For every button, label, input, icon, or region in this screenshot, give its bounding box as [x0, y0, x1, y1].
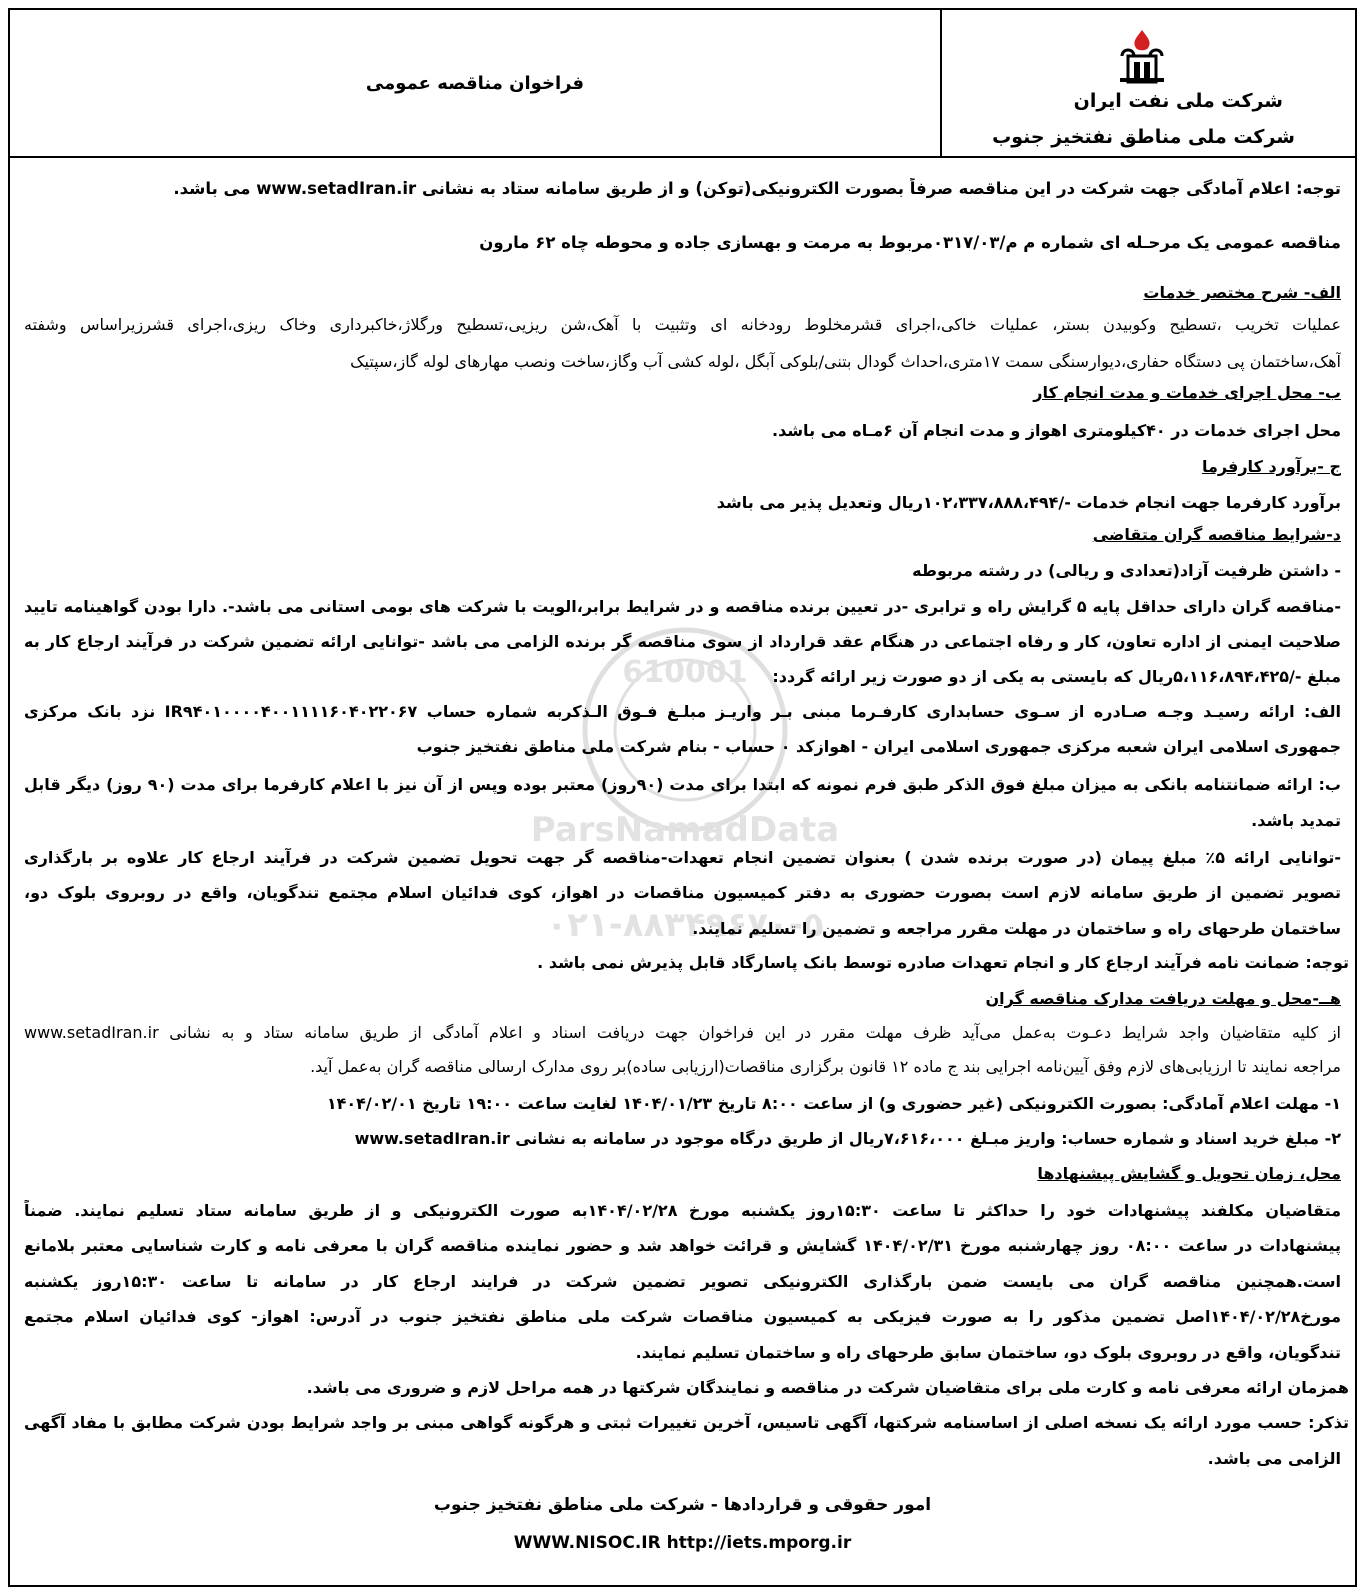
section-d-item-1: - داشتن ظرفیت آزاد(تعدادی و ریالی) در رشته مربوطه: [912, 561, 1341, 580]
section-d-item-3-line-1: -توانایی ارائه ۵٪ مبلغ پیمان (در صورت برنده شدن ) بعنوان تضمین انجام تعهدات-مناقصه گر جهت تحویل تضمین شرکت در فرآیند ارجاع کار علاوه بر بارگذاری: [24, 848, 1341, 867]
company-block: [940, 10, 1355, 156]
section-a-heading: الف- شرح مختصر خدمات: [1143, 283, 1341, 302]
section-h-heading: هــ-محل و مهلت دریافت مدارک مناقصه گران: [985, 989, 1341, 1008]
section-d-item-2-line-2: صلاحیت ایمنی از اداره تعاون، کار و رفاه اجتماعی در هنگام عقد قرارداد از سوی مناقصه گر برنده الزامی می باشد -توانایی ارائه تضمین شرکت در فرآیند ارجاع کار به: [24, 632, 1341, 651]
delivery-line-5: تندگویان، واقع در روبروی بلوک دو، ساختمان سابق طرحهای راه و ساختمان تسلیم نمایند.: [635, 1343, 1341, 1362]
section-b-text: محل اجرای خدمات در ۴۰کیلومتری اهواز و مدت انجام آن ۶مـاه می باشد.: [772, 421, 1341, 440]
option-be-line-1: ب: ارائه ضمانتنامه بانکی به میزان مبلغ فوق الذکر طبق فرم نمونه که ابتدا برای مدت (۹۰روز) معتبر بوده وپس از آن نیز با اعلام کارفرما برای مدت (۹۰ روز) دیگر قابل: [24, 775, 1341, 794]
delivery-line-8: الزامی می باشد.: [1207, 1449, 1341, 1468]
option-alef-line-1: الف: ارائه رسیـد وجـه صـادره از سـوی حسابداری کارفـرما مبنی بـر واریـز مبلـغ فـوق الـذکربه شماره حساب IR۹۴۰۱۰۰۰۰۴۰۰۱۱۱۱۶۰۴۰۲۲۰۶۷ نزد بانک مرکزی: [24, 702, 1341, 721]
company-name-nisoc: شرکت ملی مناطق نفتخیز جنوب: [992, 126, 1295, 148]
tender-notice-page: [8, 8, 1357, 1587]
section-d-item-3-line-3: ساختمان طرحهای راه و ساختمان در مهلت مقرر مراجعه و تضمین را تسلیم نمایند.: [692, 919, 1341, 938]
section-h-item-2: ۲- مبلغ خرید اسناد و شماره حساب: واریز مبـلغ ۷،۶۱۶،۰۰۰ریال از طریق درگاه موجود در سامانه به نشانی www.setadIran.ir: [354, 1129, 1341, 1148]
delivery-line-3: است.همچنین مناقصه گران می بایست ضمن بارگذاری الکترونیکی تصویر تضمین شرکت در فرایند ارجاع کار در سامانه تا ساعت ۱۵:۳۰روز یکشنبه: [24, 1272, 1341, 1291]
company-name-nioc: شرکت ملی نفت ایران: [1073, 90, 1283, 112]
delivery-line-7: تذکر: حسب مورد ارائه یک نسخه اصلی از اساسنامه شرکتها، آگهی تاسیس، آخرین تغییرات ثبتی و هرگونه گواهی مبنی بر واجد شرایط بودن شرکت مطابق با مفاد آگهی: [24, 1413, 1349, 1432]
section-h-item-1: ۱- مهلت اعلام آمادگی: بصورت الکترونیکی (غیر حضوری و) از ساعت ۸:۰۰ تاریخ ۱۴۰۴/۰۱/۲۳ لغایت ساعت ۱۹:۰۰ تاریخ ۱۴۰۴/۰۲/۰۱: [326, 1094, 1341, 1113]
delivery-line-1: متقاضیان مکلفند پیشنهادات خود را حداکثر تا ساعت ۱۵:۳۰روز یکشنبه مورخ ۱۴۰۴/۰۲/۲۸به صورت الکترونیکی و از طریق سامانه ستاد تسلیم نمایند. ضمناً: [24, 1201, 1341, 1220]
delivery-heading: محل، زمان تحویل و گشایش پیشنهادها: [1037, 1164, 1341, 1183]
option-alef-line-2: جمهوری اسلامی ایران شعبه مرکزی جمهوری اسلامی ایران - اهوازکد ۰ حساب - بنام شرکت ملی مناطق نفتخیز جنوب: [416, 737, 1341, 756]
section-a-text-2: آهک،ساختمان پی دستگاه حفاری،دیوارسنگی سمت ۱۷متری،احداث گودال بتنی/بلوکی آبگل ،لوله کشی آب وگاز،ساخت ونصب مهارهای لوله گاز،سپتیک: [350, 352, 1341, 371]
delivery-line-4: مورخ۱۴۰۴/۰۲/۲۸اصل تضمین مذکور را به صورت فیزیکی به کمیسیون مناقصات شرکت ملی مناطق نفتخیز جنوب در آدرس: اهواز- کوی فدائیان اسلام مجتمع: [24, 1307, 1341, 1326]
footer-dept: امور حقوقی و قراردادها - شرکت ملی مناطق نفتخیز جنوب: [433, 1495, 932, 1515]
watermark-brand: ParsNamadData: [530, 810, 840, 850]
tender-number: مناقصه عمومی یک مرحـله ای شماره م م/۰۳۱۷/۰۳مربوط به مرمت و بهسازی جاده و محوطه چاه ۶۲ مارون: [479, 233, 1341, 252]
watermark-code: 610001: [622, 655, 748, 690]
section-d-item-3-line-2: تصویر تضمین از طریق سامانه لازم است بصورت حضوری به دفتر کمیسیون مناقصات در اهواز، کوی فدائیان اسلام مجتمع تندگویان، واقع در روبروی بلوک دو،: [24, 883, 1341, 902]
delivery-line-2: پیشنهادات در ساعت ۰۸:۰۰ روز چهارشنبه مورخ ۱۴۰۴/۰۲/۳۱ گشایش و قرائت خواهد شد و حضور نماینده مناقصه گران با معرفی نامه و کارت شناسایی معتبر بلامانع: [24, 1236, 1341, 1255]
delivery-line-6: همزمان ارائه معرفی نامه و کارت ملی برای متقاضیان شرکت در مناقصه و نمایندگان شرکتها در همه مراحل لازم و ضروری می باشد.: [306, 1378, 1349, 1397]
section-h-text-2: مراجعه نمایند تا ارزیابی‌های لازم وفق آیین‌نامه اجرایی بند ج ماده ۱۲ قانون برگزاری مناقصات(ارزیابی ساده)بر روی مدارک ارسالی مناقصه گران به‌عمل آید.: [310, 1057, 1341, 1076]
footer-urls: WWW.NISOC.IR http://iets.mporg.ir: [513, 1533, 852, 1553]
section-d-item-2-line-1: -مناقصه گران دارای حداقل پایه ۵ گرایش راه و ترابری -در تعیین برنده مناقصه و در شرایط برابر،الویت با شرکت های بومی استانی می باشد-. دارا بودن گواهینامه تایید: [24, 597, 1341, 616]
section-c-heading: ج -برآورد کارفرما: [1202, 457, 1341, 476]
page-title: فراخوان مناقصه عمومی: [365, 72, 585, 94]
watermark-phone: ۰۲۱-۸۸۳۴۹۶۷۰-۵: [546, 905, 824, 945]
option-be-line-2: تمدید باشد.: [1251, 811, 1341, 830]
section-h-text-1: از کلیه متقاضیان واجد شرایط دعـوت به‌عمل می‌آید ظرف مهلت مقرر در این فراخوان جهت دریافت اسناد و اعلام آمادگی از طریق سامانه ستاد و به نشانی www.setadIran.ir: [24, 1023, 1341, 1042]
nioc-logo-icon: [1114, 28, 1170, 88]
notice-token: توجه: اعلام آمادگی جهت شرکت در این مناقصه صرفاً بصورت الکترونیکی(توکن) و از طریق سامانه ستاد به نشانی www.setadIran.ir می باشد.: [173, 179, 1341, 198]
section-d-item-2-line-3: مبلغ -/۵،۱۱۶،۸۹۴،۴۲۵ریال که بایستی به یکی از دو صورت زیر ارائه گردد:: [772, 667, 1341, 686]
header: [10, 10, 1355, 158]
section-c-text: برآورد کارفرما جهت انجام خدمات -/۱۰۲،۳۳۷،۸۸۸،۴۹۴ریال وتعدیل پذیر می باشد: [716, 493, 1341, 512]
section-d-heading: د-شرایط مناقصه گران متقاضی: [1092, 525, 1341, 544]
section-a-text-1: عملیات تخریب ،تسطیح وکوبیدن بستر، عملیات خاکی،اجرای قشرمخلوط رودخانه ای وتثبیت با آهک،شن ریزیی،تسطیح ورگلاژ،خاکبرداری وخاک ریزی،اجرای قشرزیراساس وشفته: [24, 315, 1341, 334]
section-b-heading: ب- محل اجرای خدمات و مدت انجام کار: [1033, 383, 1341, 402]
pasargad-note: توجه: ضمانت نامه فرآیند ارجاع کار و انجام تعهدات صادره توسط بانک پاسارگاد قابل پذیرش نمی باشد .: [537, 953, 1349, 972]
